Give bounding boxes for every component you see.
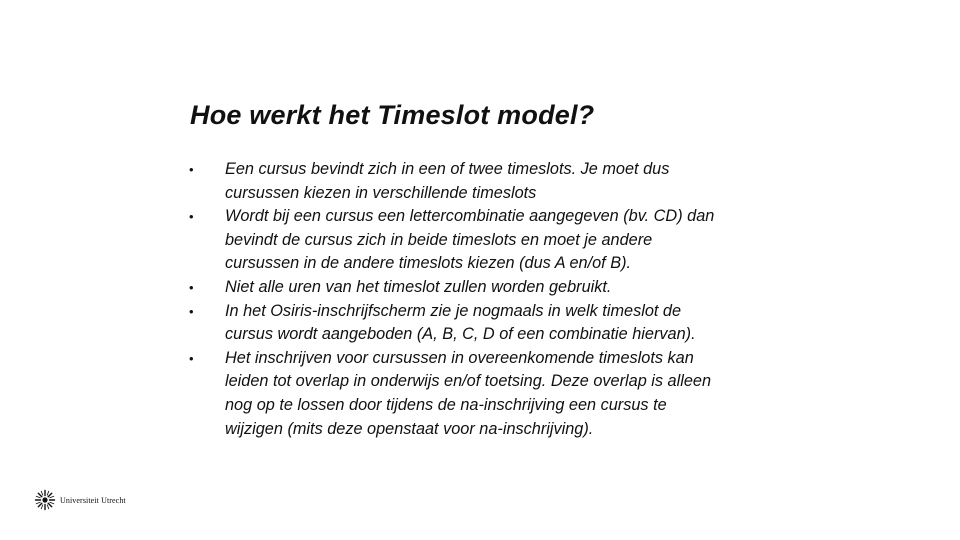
bullet-text	[225, 347, 789, 441]
bullet-item	[189, 158, 789, 205]
bullet-line: Niet alle uren van het timeslot zullen worden gebruikt.	[225, 277, 612, 296]
bullet-line: Een cursus bevindt zich in een of twee timeslots. Je moet dus	[225, 160, 670, 178]
bullet-line: cursussen in de andere timeslots kiezen (dus A en/of B).	[225, 254, 632, 273]
bullet-line: bevindt de cursus zich in beide timeslots en moet je andere	[225, 230, 653, 249]
bullet-list	[189, 158, 789, 441]
bullet-item	[189, 300, 789, 347]
bullet-line: Het inschrijven voor cursussen in overeenkomende timeslots kan	[225, 348, 694, 367]
bullet-marker: •	[189, 279, 194, 295]
university-logo	[34, 488, 126, 512]
bullet-marker: •	[189, 303, 194, 319]
bullet-text	[225, 276, 789, 300]
bullet-line: cursus wordt aangeboden (A, B, C, D of een combinatie hiervan).	[225, 325, 696, 344]
bullet-text	[225, 158, 789, 205]
bullet-marker: •	[189, 350, 194, 366]
bullet-line: leiden tot overlap in onderwijs en/of toetsing. Deze overlap is alleen	[225, 372, 712, 391]
university-seal-icon	[34, 489, 56, 511]
bullet-marker: •	[189, 162, 194, 177]
bullet-item	[189, 205, 789, 276]
bullet-marker: •	[189, 209, 194, 225]
slide-title: Hoe werkt het Timeslot model?	[190, 100, 595, 130]
bullet-text	[225, 300, 789, 347]
logo-wordmark: Universiteit Utrecht	[60, 495, 126, 505]
bullet-line: cursussen kiezen in verschillende timeslots	[225, 183, 537, 202]
bullet-text	[225, 205, 789, 276]
bullet-line: In het Osiris-inschrijfscherm zie je nogmaals in welk timeslot de	[225, 301, 682, 320]
bullet-item	[189, 276, 789, 300]
bullet-line: wijzigen (mits deze openstaat voor na-inschrijving).	[225, 419, 594, 438]
bullet-line: nog op te lossen door tijdens de na-inschrijving een cursus te	[225, 395, 667, 414]
bullet-item	[189, 347, 789, 441]
bullet-line: Wordt bij een cursus een lettercombinatie aangegeven (bv. CD) dan	[225, 207, 715, 226]
